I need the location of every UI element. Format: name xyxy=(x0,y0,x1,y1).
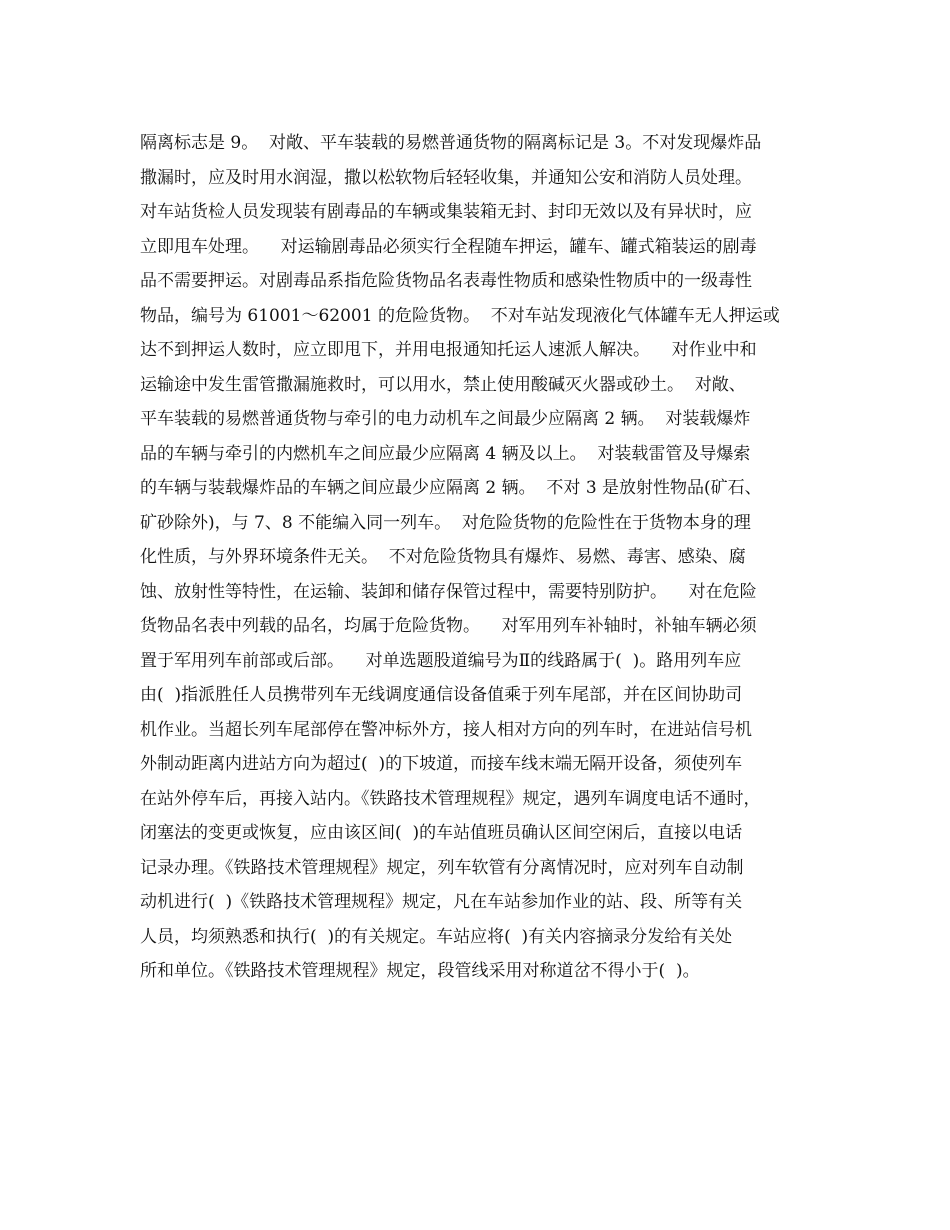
text-line: 货物品名表中列载的品名，均属于危险货物。 对军用列车补轴时，补轴车辆必须 xyxy=(140,616,757,636)
text-line: 隔离标志是 9。 对敞、平车装载的易燃普通货物的隔离标记是 3。不对发现爆炸品 xyxy=(140,133,762,153)
text-line: 达不到押运人数时，应立即甩下，并用电报通知托运人速派人解决。 对作业中和 xyxy=(140,340,757,360)
text-line: 撒漏时，应及时用水润湿，撒以松软物后轻轻收集，并通知公安和消防人员处理。 xyxy=(140,167,752,188)
text-line: 置于军用列车前部或后部。 对单选题股道编号为Ⅱ的线路属于( )。路用列车应 xyxy=(140,650,742,671)
text-line: 品不需要押运。对剧毒品系指危险货物品名表毒性物质和感染性物质中的一级毒性 xyxy=(140,271,752,291)
text-line: 机作业。当超长列车尾部停在警冲标外方，接人相对方向的列车时，在进站信号机 xyxy=(140,719,752,740)
text-line: 平车装载的易燃普通货物与牵引的电力动机车之间最少应隔离 2 辆。 对装载爆炸 xyxy=(140,409,751,429)
text-line: 闭塞法的变更或恢复，应由该区间( )的车站值班员确认区间空闲后，直接以电话 xyxy=(140,823,743,843)
text-line: 物品，编号为 61001～62001 的危险货物。 不对车站发现液化气体罐车无人押运或 xyxy=(140,305,780,326)
text-line: 外制动距离内进站方向为超过( )的下坡道，而接车线末端无隔开设备，须使列车 xyxy=(140,754,743,774)
text-line: 在站外停车后，再接入站内。《铁路技术管理规程》规定，遇列车调度电话不通时， xyxy=(140,788,761,809)
text-line: 化性质，与外界环境条件无关。 不对危险货物具有爆炸、易燃、毒害、感染、腐 xyxy=(140,547,746,567)
text-line: 人员，均须熟悉和执行( )的有关规定。车站应将( )有关内容摘录分发给有关处 xyxy=(140,926,733,947)
text-line: 矿砂除外)，与 7、8 不能编入同一列车。 对危险货物的危险性在于货物本身的理 xyxy=(140,512,751,533)
text-line: 所和单位。《铁路技术管理规程》规定，段管线采用对称道岔不得小于( )。 xyxy=(140,961,700,981)
text-line: 立即甩车处理。 对运输剧毒品必须实行全程随车押运，罐车、罐式箱装运的剧毒 xyxy=(140,236,757,257)
text-line: 品的车辆与牵引的内燃机车之间应最少应隔离 4 辆及以上。 对装载雷管及导爆索 xyxy=(140,443,751,464)
text-line: 记录办理。《铁路技术管理规程》规定，列车软管有分离情况时，应对列车自动制 xyxy=(140,857,744,878)
text-line: 对车站货检人员发现装有剧毒品的车辆或集装箱无封、封印无效以及有异状时，应 xyxy=(140,202,752,222)
text-line: 蚀、放射性等特性，在运输、装卸和储存保管过程中，需要特别防护。 对在危险 xyxy=(140,581,757,602)
body-text xyxy=(140,126,830,989)
text-line: 动机进行( )《铁路技术管理规程》规定，凡在车站参加作业的站、段、所等有关 xyxy=(140,892,743,912)
text-line: 的车辆与装载爆炸品的车辆之间应最少应隔离 2 辆。 不对 3 是放射性物品(矿石、 xyxy=(140,478,762,498)
text-line: 运输途中发生雷管撒漏施救时，可以用水，禁止使用酸碱灭火器或砂土。 对敞、 xyxy=(140,374,746,395)
text-line: 由( )指派胜任人员携带列车无线调度通信设备值乘于列车尾部，并在区间协助司 xyxy=(140,685,743,705)
